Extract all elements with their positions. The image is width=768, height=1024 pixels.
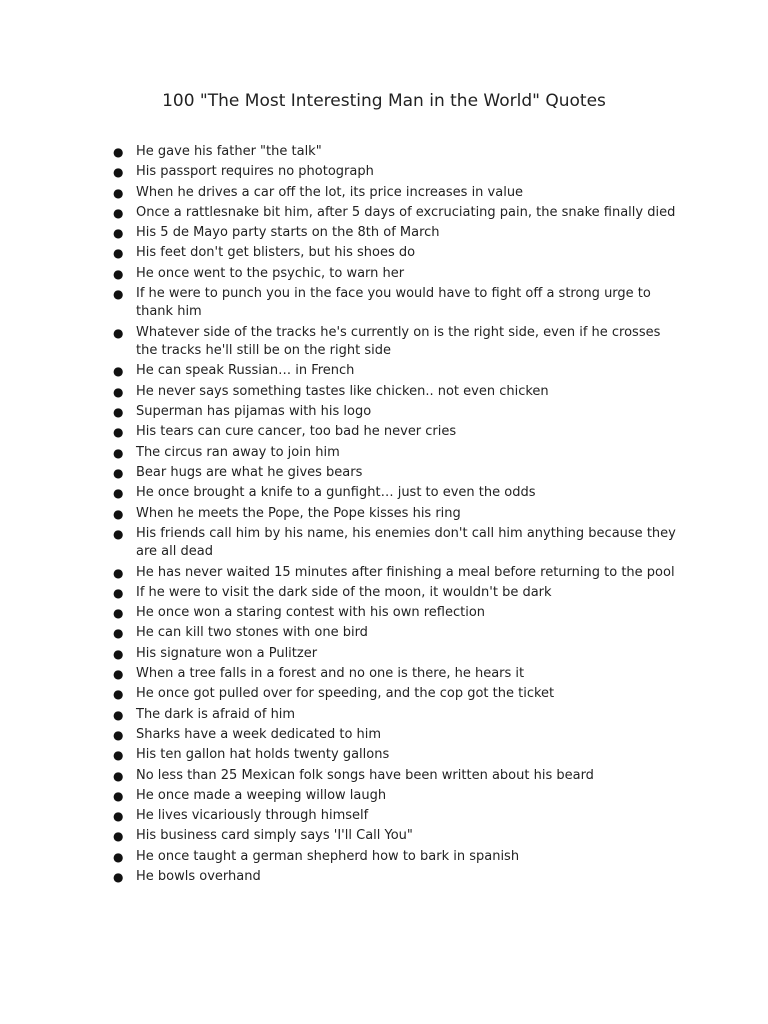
list-item — [113, 184, 683, 202]
quote-text: He once went to the psychic, to warn her — [136, 265, 405, 281]
quote-text: He can speak Russian… in French — [136, 363, 355, 379]
quote-text: He gave his father "the talk" — [136, 144, 322, 159]
bullet-icon: ● — [113, 870, 124, 885]
quote-text: He lives vicariously through himself — [136, 808, 369, 824]
list-item — [113, 143, 683, 161]
list-item — [113, 484, 683, 502]
list-item — [113, 767, 683, 785]
list-item — [113, 807, 683, 825]
bullet-icon: ● — [113, 486, 124, 501]
bullet-icon: ● — [113, 585, 124, 600]
list-item — [113, 362, 683, 380]
list-item — [113, 868, 683, 886]
bullet-icon: ● — [113, 667, 124, 682]
list-item — [113, 525, 683, 562]
bullet-icon: ● — [113, 145, 124, 159]
quote-text: His feet don't get blisters, but his shoes do — [136, 245, 416, 261]
list-item — [113, 685, 683, 703]
quote-text: When a tree falls in a forest and no one is there, he hears it — [136, 666, 525, 682]
quote-list — [113, 143, 683, 888]
quote-text: Sharks have a week dedicated to him — [136, 726, 382, 742]
bullet-icon: ● — [113, 185, 124, 200]
quote-text: He once brought a knife to a gunfight… just to even the odds — [136, 485, 536, 501]
bullet-icon: ● — [113, 646, 124, 661]
quote-text: If he were to visit the dark side of the moon, it wouldn't be dark — [136, 584, 552, 600]
bullet-icon: ● — [113, 425, 124, 440]
quote-text: Whatever side of the tracks he's currently on is the right side, even if he crosses the tracks he'll still be on the right side — [136, 324, 661, 359]
bullet-icon: ● — [113, 165, 124, 180]
quote-text: His signature won a Pulitzer — [136, 645, 318, 661]
bullet-icon: ● — [113, 325, 124, 340]
quote-text: He once got pulled over for speeding, and the cop got the ticket — [136, 686, 555, 702]
bullet-icon: ● — [113, 687, 124, 702]
list-item — [113, 848, 683, 866]
quote-text: He once made a weeping willow laugh — [136, 787, 387, 803]
bullet-icon: ● — [113, 748, 124, 763]
list-item — [113, 505, 683, 523]
list-item — [113, 403, 683, 421]
bullet-icon: ● — [113, 565, 124, 580]
list-item — [113, 204, 683, 222]
quote-text: The dark is afraid of him — [136, 706, 296, 722]
bullet-icon: ● — [113, 246, 124, 261]
quote-text: He once won a staring contest with his own reflection — [136, 605, 486, 621]
quote-text: No less than 25 Mexican folk songs have been written about his beard — [136, 767, 594, 783]
quote-text: When he drives a car off the lot, its price increases in value — [136, 184, 524, 200]
quote-text: His passport requires no photograph — [136, 164, 374, 180]
bullet-icon: ● — [113, 465, 124, 480]
quote-text: The circus ran away to join him — [136, 444, 340, 460]
bullet-icon: ● — [113, 829, 124, 844]
list-item — [113, 244, 683, 262]
list-item — [113, 665, 683, 683]
bullet-icon: ● — [113, 266, 124, 281]
quote-text: His business card simply says 'I'll Call You" — [136, 828, 413, 844]
list-item — [113, 624, 683, 642]
bullet-icon: ● — [113, 287, 124, 302]
list-item — [113, 464, 683, 482]
quote-text: His tears can cure cancer, too bad he never cries — [136, 424, 457, 440]
list-item — [113, 423, 683, 441]
quote-text: He once taught a german shepherd how to bark in spanish — [136, 848, 520, 864]
bullet-icon: ● — [113, 384, 124, 399]
bullet-icon: ● — [113, 809, 124, 824]
list-item — [113, 444, 683, 462]
list-item — [113, 324, 683, 361]
quote-text: Once a rattlesnake bit him, after 5 days of excruciating pain, the snake finally died — [136, 204, 676, 220]
quote-text: His ten gallon hat holds twenty gallons — [136, 747, 390, 763]
bullet-icon: ● — [113, 707, 124, 722]
page-title: 100 "The Most Interesting Man in the World" Quotes — [162, 91, 606, 111]
quote-text: His 5 de Mayo party starts on the 8th of March — [136, 225, 440, 241]
bullet-icon: ● — [113, 226, 124, 241]
quote-text: His friends call him by his name, his enemies don't call him anything because they are all dead — [136, 525, 676, 560]
quote-text: He never says something tastes like chicken.. not even chicken — [136, 383, 549, 399]
quote-text: He can kill two stones with one bird — [136, 625, 368, 641]
bullet-icon: ● — [113, 405, 124, 420]
list-item — [113, 163, 683, 181]
bullet-icon: ● — [113, 526, 124, 541]
list-item — [113, 564, 683, 582]
bullet-icon: ● — [113, 849, 124, 864]
bullet-icon: ● — [113, 727, 124, 742]
bullet-icon: ● — [113, 768, 124, 783]
list-item — [113, 746, 683, 764]
list-item — [113, 787, 683, 805]
bullet-icon: ● — [113, 788, 124, 803]
list-item — [113, 645, 683, 663]
list-item — [113, 726, 683, 744]
quote-text: When he meets the Pope, the Pope kisses his ring — [136, 505, 461, 521]
list-item — [113, 224, 683, 242]
bullet-icon: ● — [113, 626, 124, 641]
bullet-icon: ● — [113, 445, 124, 460]
quote-text: Bear hugs are what he gives bears — [136, 464, 363, 480]
list-item — [113, 265, 683, 283]
quote-text: Superman has pijamas with his logo — [136, 404, 372, 420]
list-item — [113, 584, 683, 602]
quote-text: He bowls overhand — [136, 869, 261, 885]
list-item — [113, 285, 683, 322]
bullet-icon: ● — [113, 364, 124, 379]
list-item — [113, 706, 683, 724]
list-item — [113, 604, 683, 622]
list-item — [113, 383, 683, 401]
bullet-icon: ● — [113, 205, 124, 220]
list-item — [113, 827, 683, 845]
bullet-icon: ● — [113, 606, 124, 621]
quote-text: If he were to punch you in the face you would have to fight off a strong urge to thank him — [136, 286, 651, 320]
bullet-icon: ● — [113, 506, 124, 521]
quote-text: He has never waited 15 minutes after finishing a meal before returning to the pool — [136, 564, 675, 580]
